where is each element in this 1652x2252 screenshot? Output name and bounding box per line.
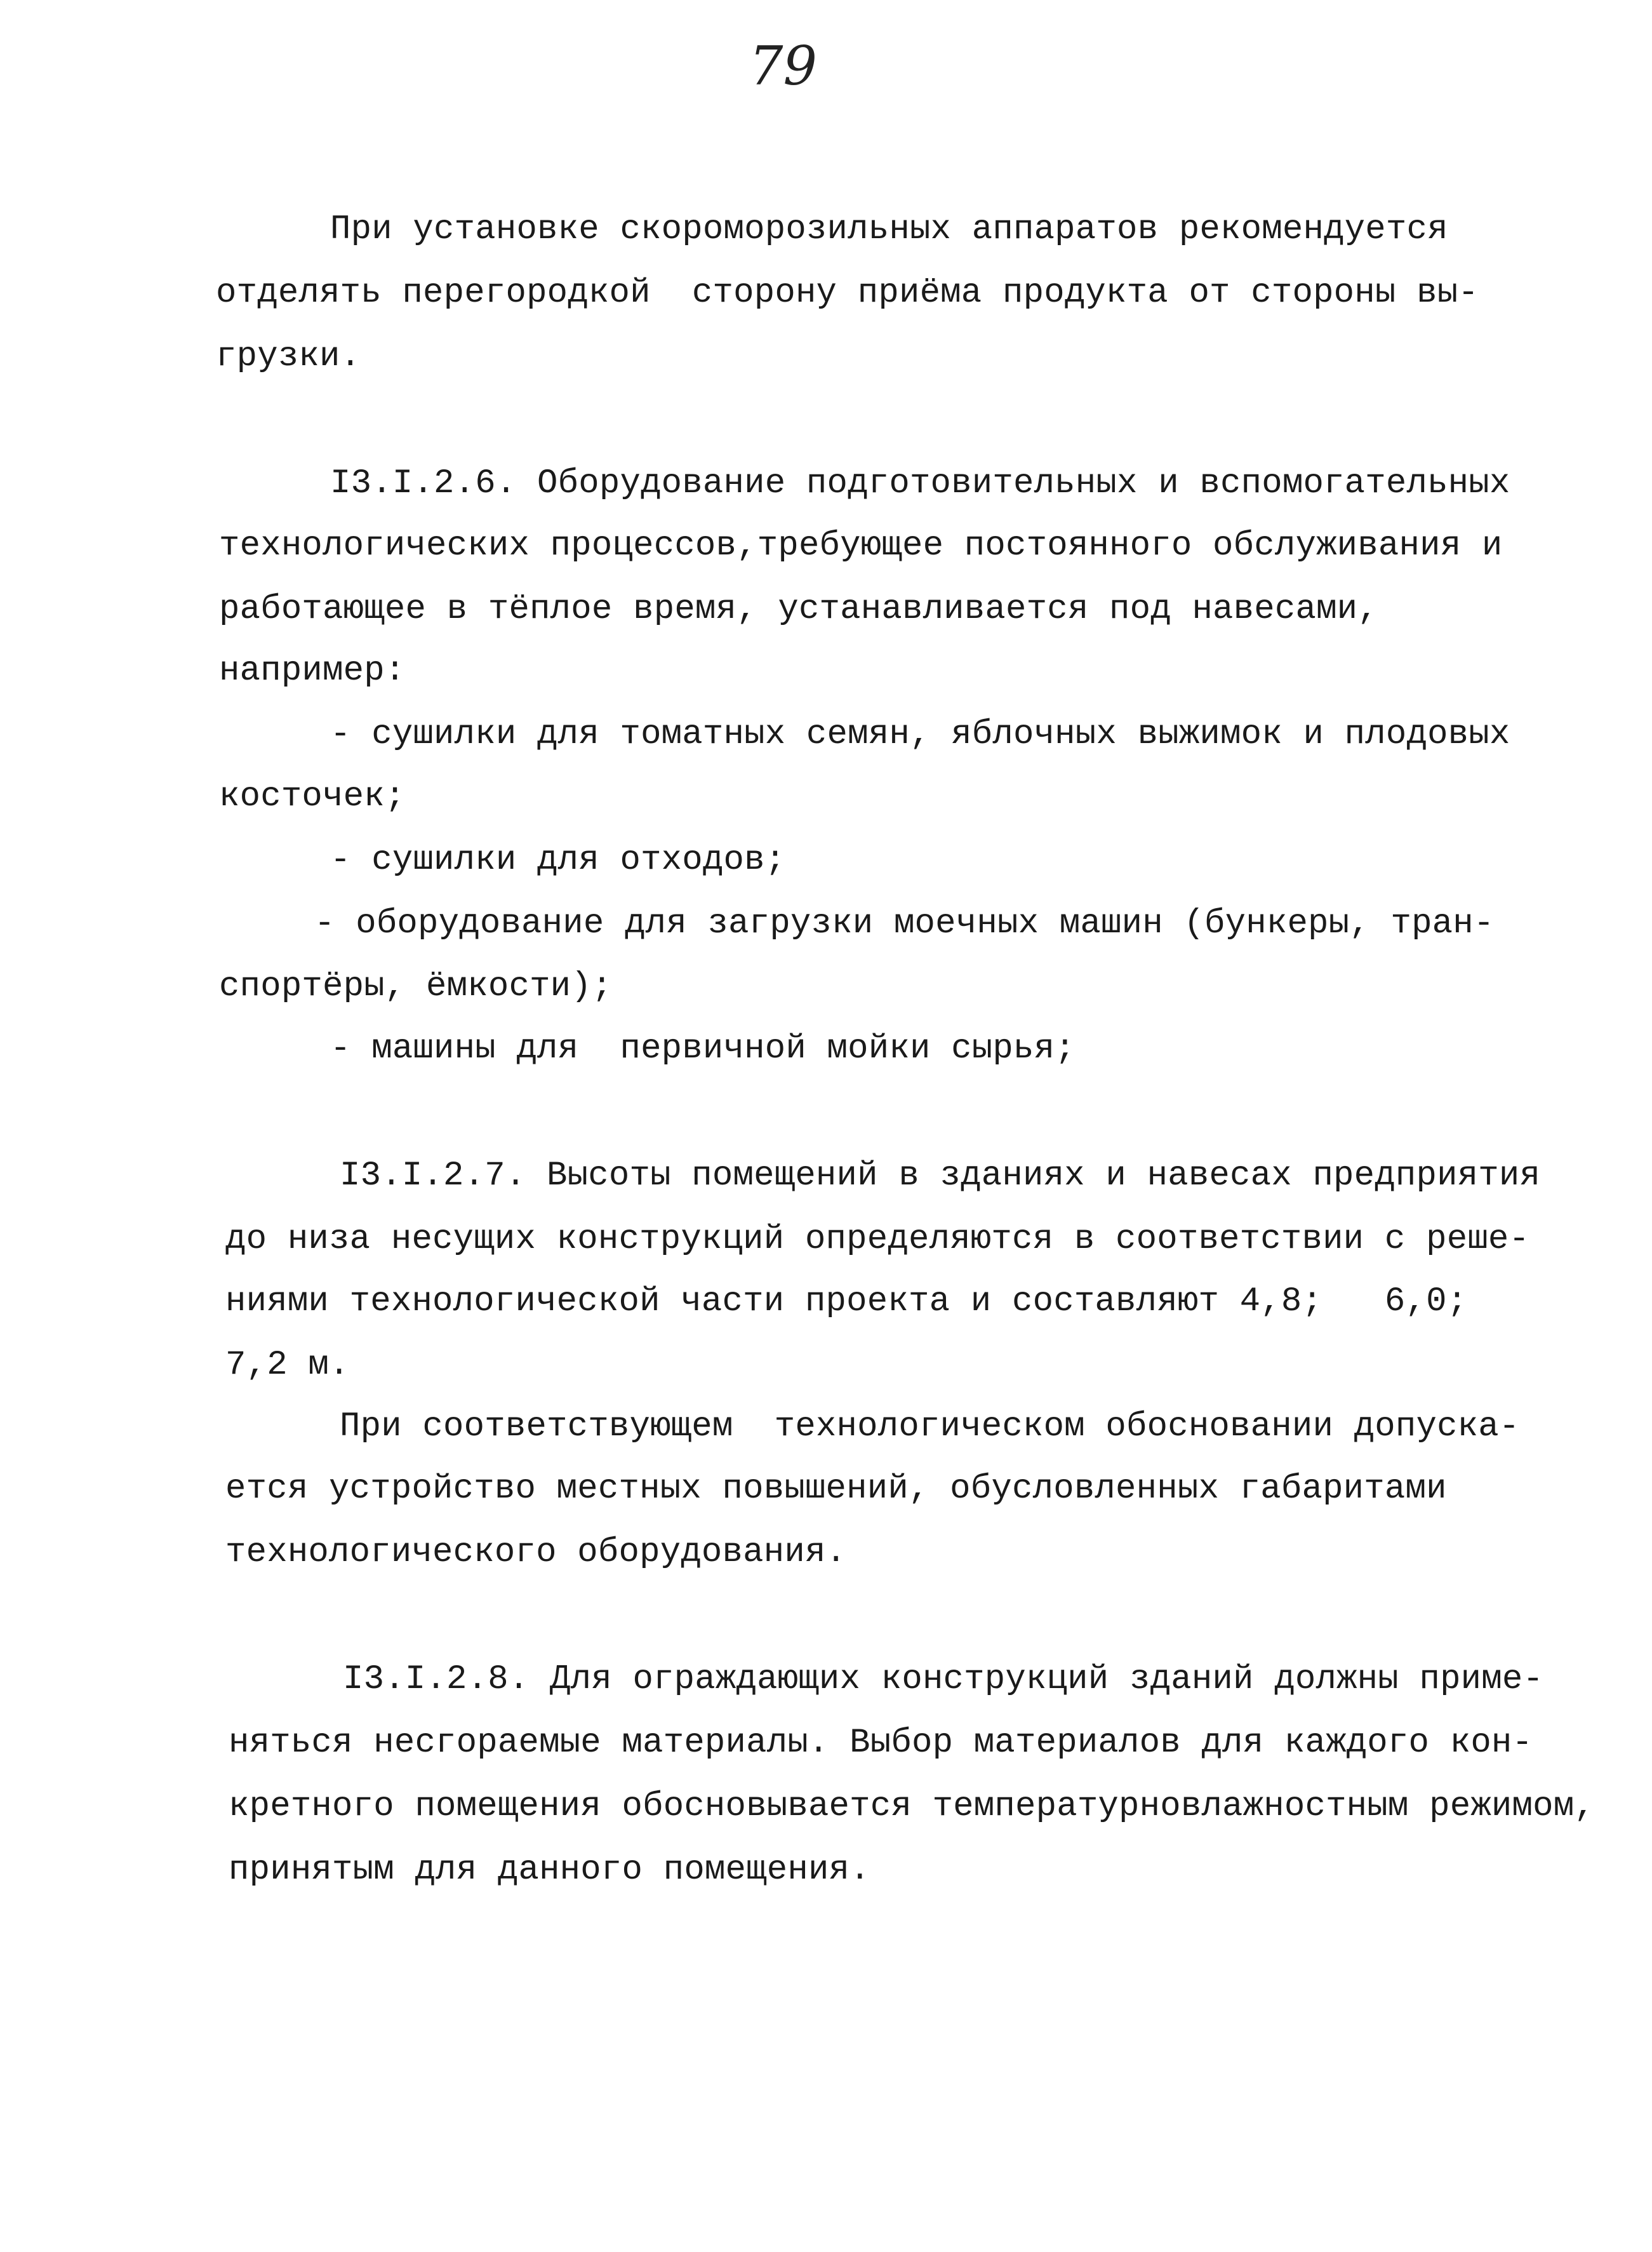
section-13-1-2-8-line-3: кретного помещения обосновывается температурновлажностным режимом, bbox=[229, 1787, 1595, 1826]
section-13-1-2-7-line-2: до низа несущих конструкций определяются в соответствии с реше- bbox=[225, 1220, 1530, 1259]
section-13-1-2-8-line-4: принятым для данного помещения. bbox=[229, 1851, 870, 1889]
section-13-1-2-7-line-6: ется устройство местных повышений, обусловленных габаритами bbox=[225, 1470, 1447, 1508]
section-13-1-2-7-line-5: При соответствующем технологическом обосновании допуска- bbox=[340, 1407, 1520, 1446]
section-13-1-2-7-line-7: технологического оборудования. bbox=[225, 1533, 847, 1572]
list-item-loading-equipment: - оборудование для загрузки моечных машин (бункеры, тран- bbox=[314, 904, 1495, 943]
section-13-1-2-7-heading-line: I3.I.2.7. Высоты помещений в зданиях и навесах предприятия bbox=[340, 1156, 1541, 1195]
intro-line-1: При установке скороморозильных аппаратов рекомендуется bbox=[330, 210, 1448, 249]
section-13-1-2-6-line-4: например: bbox=[219, 652, 406, 690]
section-13-1-2-6-heading-line: I3.I.2.6. Оборудование подготовительных и вспомогательных bbox=[330, 464, 1510, 503]
list-item-washing-machines: - машины для первичной мойки сырья; bbox=[330, 1029, 1076, 1068]
intro-line-3: грузки. bbox=[216, 337, 361, 376]
intro-line-2: отделять перегородкой сторону приёма продукта от стороны вы- bbox=[216, 274, 1479, 312]
section-13-1-2-7-line-3: ниями технологической части проекта и составляют 4,8; 6,0; bbox=[225, 1282, 1468, 1321]
section-13-1-2-8-heading-line: I3.I.2.8. Для ограждающих конструкций зданий должны приме- bbox=[343, 1660, 1544, 1699]
page-number: 79 bbox=[749, 35, 817, 97]
section-13-1-2-8-line-2: няться несгораемые материалы. Выбор материалов для каждого кон- bbox=[229, 1724, 1533, 1762]
list-item-dryers-seeds-cont: косточек; bbox=[219, 777, 406, 816]
list-item-dryers-waste: - сушилки для отходов; bbox=[330, 841, 786, 880]
section-13-1-2-6-line-2: технологических процессов,требующее постоянного обслуживания и bbox=[219, 526, 1503, 565]
list-item-loading-equipment-cont: спортёры, ёмкости); bbox=[219, 967, 613, 1006]
section-13-1-2-6-line-3: работающее в тёплое время, устанавливается под навесами, bbox=[219, 590, 1378, 629]
section-13-1-2-7-line-4: 7,2 м. bbox=[225, 1346, 350, 1384]
list-item-dryers-seeds: - сушилки для томатных семян, яблочных выжимок и плодовых bbox=[330, 715, 1510, 754]
